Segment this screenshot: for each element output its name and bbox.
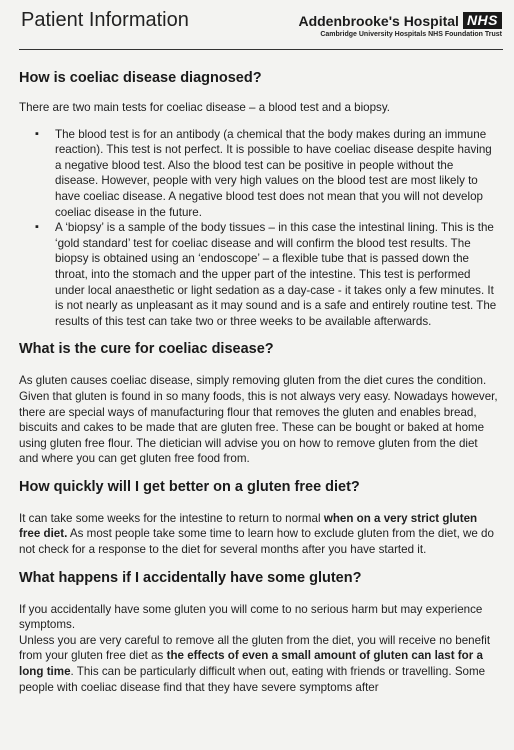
cure-paragraph: As gluten causes coeliac disease, simply removing gluten from the diet cures the condition. Given that gluten is found in so many foods, this is not always very easy. Nowadays however, there are special ways of manufacturing flour that removes the gluten and enables bread, biscuits and cakes to be made that are gluten free. These can be bought or baked at home using gluten free flour. The dietician will advise you on how to remove gluten from the diet and where you can get gluten free food from. — [19, 374, 498, 466]
nhs-logo: NHS — [463, 12, 502, 29]
document-body — [19, 64, 499, 695]
accident-text-end: . This can be particularly difficult when out, eating with friends or travelling. Some people with coeliac disease find that they have severe symptoms after — [19, 665, 486, 694]
accident-text-emphasis: the effects of even a small amount of gluten can last for a long time — [19, 649, 483, 679]
accident-heading: What happens if I accidentally have some gluten? — [19, 569, 362, 586]
recovery-text-start: It can take some weeks for the intestine to return to normal — [19, 511, 324, 525]
header-divider — [19, 49, 503, 50]
diagnosis-heading: How is coeliac disease diagnosed? — [19, 70, 262, 86]
blood-test-bullet: ▪ The blood test is for an antibody (a chemical that the body makes during an immune reaction). This test is not perfect. It is possible to have coeliac disease despite having a negative blood test. Also the blood test can be positive in people without the disease. However, people with very high values on the blood test are most likely to have coeliac disease. A negative blood test does not mean that you will not develop coeliac disease in the future. — [19, 127, 499, 221]
recovery-heading: How quickly will I get better on a gluten free diet? — [19, 478, 360, 495]
page-header — [0, 0, 514, 56]
recovery-text-emphasis: when on a very strict gluten free diet. — [19, 511, 478, 541]
hospital-branding — [298, 12, 502, 38]
recovery-text-end: As most people take some time to learn how to exclude gluten from the diet, we do not check for a response to the diet for several months after you have started it. — [19, 527, 494, 557]
accident-paragraph-2 — [19, 633, 499, 695]
recovery-paragraph — [19, 511, 499, 558]
hospital-name: Addenbrooke's Hospital — [298, 12, 459, 29]
accident-text-start: Unless you are very careful to remove all the gluten from the diet, you will receive no benefit from your gluten free diet as — [19, 633, 491, 663]
diagnosis-test-list — [19, 127, 499, 330]
cure-heading: What is the cure for coeliac disease? — [19, 341, 274, 358]
hospital-row — [298, 12, 502, 29]
biopsy-bullet: ▪ A ‘biopsy’ is a sample of the body tissues – in this case the intestinal lining. This is the ‘gold standard’ test for coeliac disease and will confirm the blood test results. The biopsy is obtained using an ‘endoscope’ – a flexible tube that is passed down the throat, into the stomach and the upper part of the intestine. This test is performed under local anaesthetic or light sedation as a day-case - it takes only a few minutes. It is not nearly as unpleasant as it may sound and is a safe and entirely routine test. The results of this test can take two or three weeks to be available afterwards. — [19, 220, 499, 329]
trust-name: Cambridge University Hospitals NHS Foundation Trust — [320, 31, 502, 38]
accident-paragraph-1: If you accidentally have some gluten you will come to no serious harm but may experience symptoms. — [19, 602, 483, 632]
document-title: Patient Information — [21, 9, 189, 31]
diagnosis-intro: There are two main tests for coeliac disease – a blood test and a biopsy. — [19, 101, 390, 114]
